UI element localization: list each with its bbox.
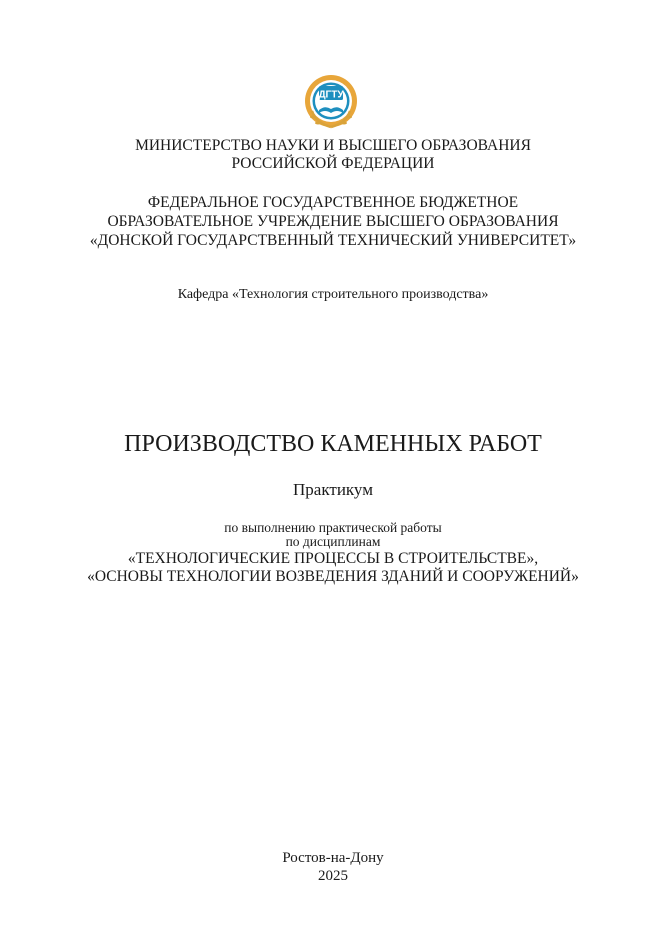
discipline-item: «ТЕХНОЛОГИЧЕСКИЕ ПРОЦЕССЫ В СТРОИТЕЛЬСТВЕ», — [127, 550, 539, 567]
description-line: по дисциплинам — [285, 534, 381, 549]
university-name — [0, 193, 666, 250]
ministry-line: МИНИСТЕРСТВО НАУКИ И ВЫСШЕГО ОБРАЗОВАНИЯ — [135, 137, 531, 154]
university-line: ФЕДЕРАЛЬНОЕ ГОСУДАРСТВЕННОЕ БЮДЖЕТНОЕ — [147, 194, 519, 211]
discipline-item: «ОСНОВЫ ТЕХНОЛОГИИ ВОЗВЕДЕНИЯ ЗДАНИЙ И СООРУЖЕНИЙ» — [87, 568, 579, 585]
document-title: ПРОИЗВОДСТВО КАМЕННЫХ РАБОТ — [124, 431, 542, 457]
department-name: Кафедра «Технология строительного производства» — [177, 287, 489, 302]
description-line: по выполнению практической работы — [224, 520, 442, 535]
document-description — [0, 521, 666, 549]
ministry-line: РОССИЙСКОЙ ФЕДЕРАЦИИ — [231, 155, 435, 172]
university-line: ОБРАЗОВАТЕЛЬНОЕ УЧРЕЖДЕНИЕ ВЫСШЕГО ОБРАЗОВАНИЯ — [107, 213, 559, 230]
disciplines-list — [0, 550, 666, 586]
publication-place — [0, 849, 666, 885]
city-label: Ростов-на-Дону — [282, 850, 384, 866]
university-line: «ДОНСКОЙ ГОСУДАРСТВЕННЫЙ ТЕХНИЧЕСКИЙ УНИВЕРСИТЕТ» — [89, 232, 577, 249]
ministry-heading — [0, 137, 666, 173]
svg-text:ДГТУ: ДГТУ — [318, 89, 344, 101]
university-emblem-icon — [302, 73, 360, 137]
year-label: 2025 — [318, 868, 348, 884]
document-subtitle: Практикум — [293, 480, 373, 499]
